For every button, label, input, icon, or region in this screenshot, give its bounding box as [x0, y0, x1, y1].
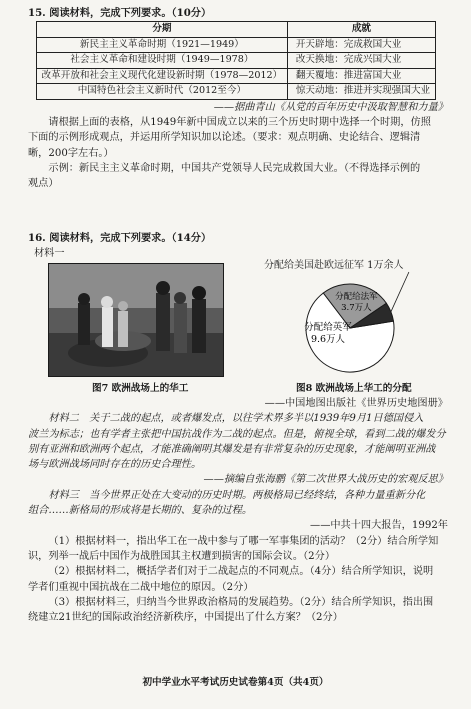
- material-3-source: ——中共十四大报告，1992年: [310, 520, 448, 532]
- page-footer: 初中学业水平考试历史试卷第4页（共4页）: [142, 677, 329, 688]
- table-row: [37, 37, 436, 52]
- photo-illustration: [48, 263, 224, 377]
- sub-question-1: 识，列举一战后中国作为战胜国其主权遭到损害的国际会议。（2分）: [28, 550, 336, 562]
- material-2-line: 波兰为标志；也有学者主张把中国抗战作为二战的起点。但是，俯视全球，看到二战的爆发分: [28, 428, 446, 440]
- q15-source: ——据曲青山《从党的百年历史中汲取智慧和力量》: [213, 101, 448, 113]
- table-row: [37, 53, 436, 68]
- slice-label: 分配给法军: [335, 292, 378, 303]
- sub-question-2: 学者们重视中国抗战在二战中地位的原因。（2分）: [28, 581, 254, 593]
- question-16: [28, 231, 448, 262]
- material-2-line: 别有亚洲和欧洲两个起点，才能准确阐明其爆发是有非常复杂的历史现象，才能阐明亚洲战: [28, 443, 436, 455]
- q15-title: 15. 阅读材料，完成下列要求。（10分）: [28, 7, 212, 19]
- slice-label: 分配给英军: [304, 322, 352, 333]
- material-2-source: ——摘编自张海鹏《第二次世界大战历史的宏观反思》: [203, 474, 448, 486]
- figure-8-caption: 图8 欧洲战场上华工的分配: [296, 383, 412, 394]
- sub-question-2: （2）根据材料二，概括学者们对于二战起点的不同观点。（4分）结合所学知识，说明: [48, 566, 434, 578]
- q15-task-line: 下面的示例形成观点，并运用所学知识加以论述。（要求：观点明确、史论结合、逻辑清: [28, 132, 421, 144]
- period-cell: 改革开放和社会主义现代化建设新时期（1978—2012）: [37, 68, 288, 83]
- material-3-line: 材料三 当今世界正处在大变动的历史时期。两极格局已经终结，各种力量重新分化: [48, 489, 426, 501]
- slice-value-label: 9.6万人: [310, 334, 346, 345]
- q15-example-line: 示例：新民主主义革命时期，中国共产党领导人民完成救国大业。（不得选择示例的: [48, 162, 421, 174]
- q15-table: [36, 21, 436, 99]
- leader-line: [391, 272, 409, 312]
- period-cell: 新民主主义革命时期（1921—1949）: [37, 37, 288, 52]
- slice-value-label: 3.7万人: [341, 303, 372, 314]
- pie-chart: [250, 258, 450, 376]
- question-15: [28, 6, 448, 191]
- question-16-materials: [28, 396, 448, 625]
- q15-example-line: 观点）: [28, 178, 59, 190]
- table-header-period: 分期: [37, 22, 288, 37]
- sub-question-3: （3）根据材料三，归纳当今世界政治格局的发展趋势。（2分）结合所学知识，指出围: [48, 596, 434, 608]
- table-row: [37, 84, 436, 99]
- figure-8-chart: [250, 258, 450, 376]
- material-3-line: 组合……新格局的形成将是长期的、复杂的过程。: [28, 505, 253, 517]
- chart-title: 分配给美国赴欧远征军 1万余人: [264, 260, 404, 271]
- q16-title: 16. 阅读材料，完成下列要求。（14分）: [28, 232, 212, 244]
- sub-question-3: 绕建立21世纪的国际政治经济新秩序，中国提出了什么方案？（2分）: [28, 612, 343, 624]
- q15-task-line: 请根据上面的表格，从1949年新中国成立以来的三个历史时期中选择一个时期，仿照: [48, 116, 431, 128]
- table-header-achievement: 成就: [287, 22, 435, 37]
- figure-7-photo: [48, 263, 224, 377]
- material-2-line: 场与欧洲战场同时存在的历史合理性。: [28, 459, 202, 471]
- period-cell: 中国特色社会主义新时代（2012至今）: [37, 84, 288, 99]
- figure-7-caption: 图7 欧洲战场上的华工: [92, 383, 189, 394]
- q15-task-line: 晰，200字左右。）: [28, 147, 114, 159]
- material-2-line: 材料二 关于二战的起点，或者爆发点，以往学术界多半以1939年9月1日德国侵入: [48, 413, 424, 425]
- achievement-cell: 改天换地：完成兴国大业: [287, 53, 435, 68]
- achievement-cell: 翻天覆地：推进富国大业: [287, 68, 435, 83]
- table-row: [37, 68, 436, 83]
- period-cell: 社会主义革命和建设时期（1949—1978）: [37, 53, 288, 68]
- figure-source: ——中国地图出版社《世界历史地图册》: [264, 398, 448, 409]
- q16-material-1-label: 材料一: [34, 248, 65, 260]
- achievement-cell: 开天辟地：完成救国大业: [287, 37, 435, 52]
- sub-question-1: （1）根据材料一，指出华工在一战中参与了哪一军事集团的活动？（2分）结合所学知: [48, 535, 439, 547]
- achievement-cell: 惊天动地：推进并实现强国大业: [287, 84, 435, 99]
